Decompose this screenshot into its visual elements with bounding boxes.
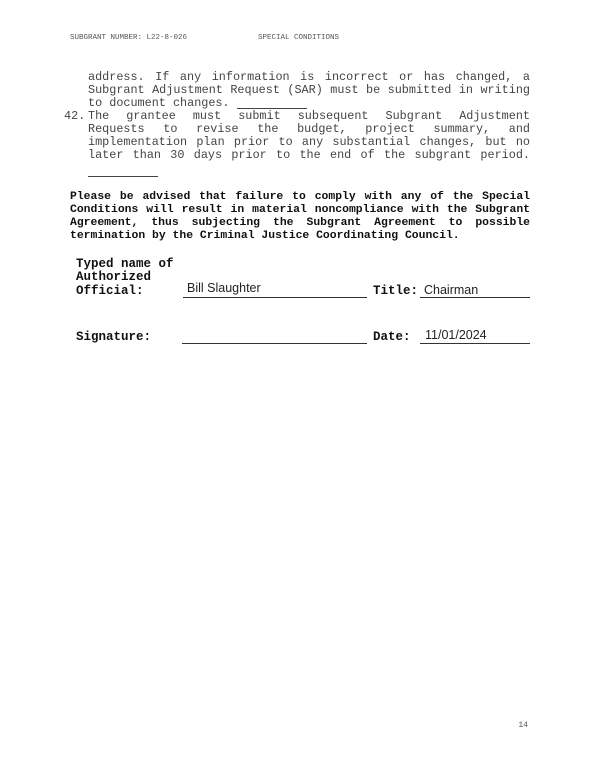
body-line: Subgrant Adjustment Request (SAR) must be submitted in writing	[88, 84, 530, 97]
name-line	[183, 297, 367, 298]
name-value[interactable]: Bill Slaughter	[187, 281, 261, 295]
body-line: address. If any information is incorrect or has changed, a	[88, 71, 530, 84]
body-line: later than 30 days prior to the end of the subgrant period.	[88, 149, 530, 162]
page-number: 14	[518, 721, 528, 730]
notice-line: termination by the Criminal Justice Coordinating Council.	[70, 230, 460, 242]
name-label-1: Typed name of	[76, 257, 174, 271]
date-value[interactable]: 11/01/2024	[425, 328, 487, 342]
item-number: 42.	[64, 109, 86, 123]
initials-blank	[88, 176, 158, 177]
name-label-2: Authorized	[76, 270, 152, 284]
title-line	[420, 297, 530, 298]
notice-line: Conditions will result in material noncompliance with the Subgrant	[70, 204, 530, 216]
signature-label: Signature:	[76, 330, 152, 344]
date-line	[420, 343, 530, 344]
name-label-3: Official:	[76, 284, 144, 298]
body-line: The grantee must submit subsequent Subgrant Adjustment	[88, 110, 530, 123]
body-line: implementation plan prior to any substantial changes, but no	[88, 136, 530, 149]
subgrant-number: SUBGRANT NUMBER: L22-8-026	[70, 34, 188, 42]
date-label: Date:	[373, 330, 411, 344]
notice-line: Agreement, thus subjecting the Subgrant Agreement to possible	[70, 217, 530, 229]
title-value[interactable]: Chairman	[424, 283, 479, 297]
notice-line: Please be advised that failure to comply with any of the Special	[70, 191, 530, 203]
initials-blank	[237, 108, 307, 109]
signature-line	[182, 343, 367, 344]
section-title: SPECIAL CONDITIONS	[258, 34, 340, 42]
title-label: Title:	[373, 284, 419, 298]
body-line: Requests to revise the budget, project summary, and	[88, 123, 530, 136]
body-line: to document changes.	[88, 96, 230, 110]
